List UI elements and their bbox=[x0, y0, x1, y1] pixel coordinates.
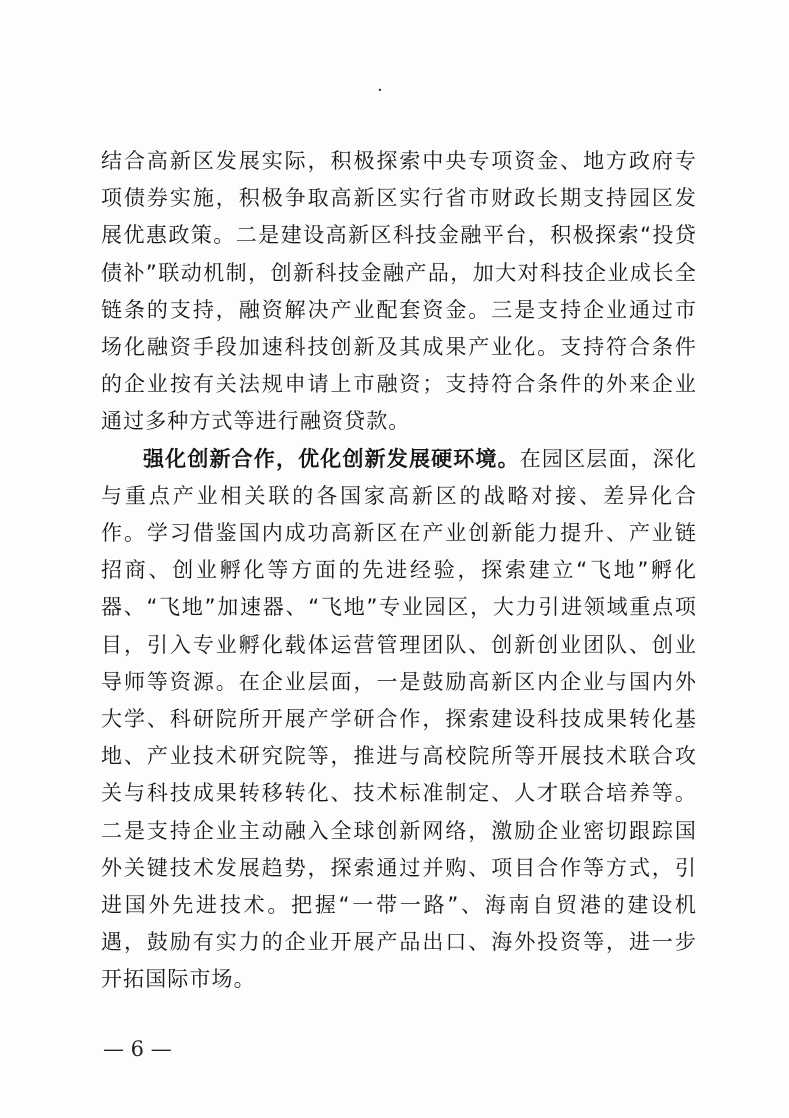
paragraph-lead-heading: 强化创新合作，优化创新发展硬环境。 bbox=[143, 446, 520, 471]
page-number: — 6 — bbox=[103, 1037, 172, 1061]
top-dot-mark: · bbox=[377, 80, 383, 101]
body-text bbox=[101, 143, 697, 999]
paragraph-innovation-cooperation bbox=[101, 441, 697, 999]
paragraph-body: 在园区层面，深化与重点产业相关联的各国家高新区的战略对接、差异化合作。学习借鉴国内成功高新区在产业创新能力提升、产业链招商、创业孵化等方面的先进经验，探索建立“飞地”孵化器、“飞地”加速器、“飞地”专业园区，大力引进领域重点项目，引入专业孵化载体运营管理团队、创新创业团队、创业导师等资源。在企业层面，一是鼓励高新区内企业与国内外大学、科研院所开展产学研合作，探索建设科技成果转化基地、产业技术研究院等，推进与高校院所等开展技术联合攻关与科技成果转移转化、技术标准制定、人才联合培养等。二是支持企业主动融入全球创新网络，激励企业密切跟踪国外关键技术发展趋势，探索通过并购、项目合作等方式，引进国外先进技术。把握“一带一路”、海南自贸港的建设机遇，鼓励有实力的企业开展产品出口、海外投资等，进一步开拓国际市场。 bbox=[101, 446, 697, 992]
paragraph-financing: 结合高新区发展实际，积极探索中央专项资金、地方政府专项债券实施，积极争取高新区实行省市财政长期支持园区发展优惠政策。二是建设高新区科技金融平台，积极探索“投贷债补”联动机制，创新科技金融产品，加大对科技企业成长全链条的支持，融资解决产业配套资金。三是支持企业通过市场化融资手段加速科技创新及其成果产业化。支持符合条件的企业按有关法规申请上市融资；支持符合条件的外来企业通过多种方式等进行融资贷款。 bbox=[101, 149, 697, 434]
